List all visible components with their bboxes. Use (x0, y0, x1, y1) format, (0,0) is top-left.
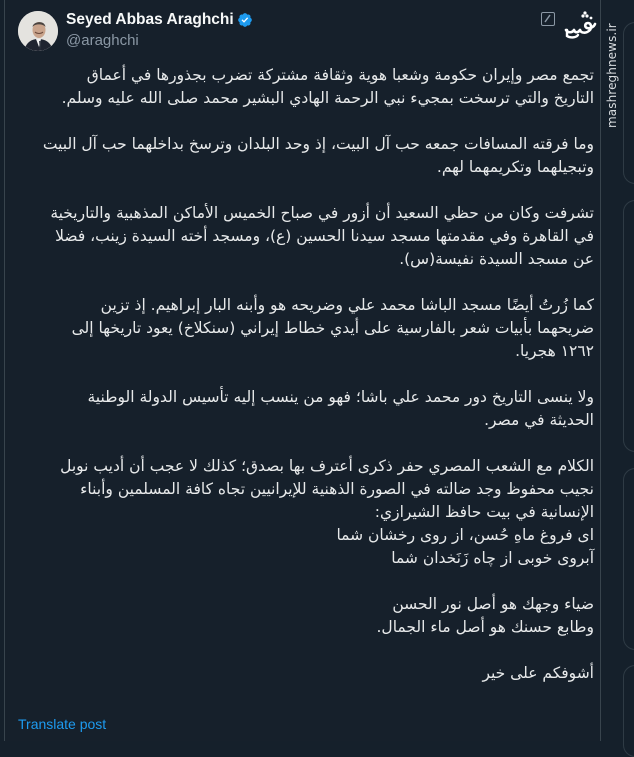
translate-post-link[interactable]: Translate post (18, 716, 107, 732)
tweet-line: ضياء وجهك هو أصل نور الحسن (392, 595, 594, 613)
tweet-paragraph-3 (18, 202, 594, 271)
poem-line: آبروی خوبی از چاه زَنَخدان شما (391, 549, 594, 567)
side-card-edge (623, 468, 634, 650)
tweet-line: الحديثة في مصر. (484, 411, 594, 429)
tweet-paragraph-7 (18, 593, 594, 639)
tweet-paragraph-2 (18, 133, 594, 179)
side-card-edge (623, 665, 634, 757)
tweet-line: وما فرقته المسافات جمعه حب آل البيت، إذ وحد البلدان وترسخ بداخلهما حب آل البيت (42, 135, 594, 153)
tweet-line: ولا ينسى التاريخ دور محمد علي باشا؛ فهو من ينسب إليه تأسيس الدولة الوطنية (87, 388, 594, 406)
tweet-paragraph-5 (18, 386, 594, 432)
avatar[interactable] (18, 11, 58, 51)
tweet-line: كما زُرتُ أيضًا مسجد الباشا محمد علي وضريحه هو وأبنه البار إبراهيم. إذ تزين (100, 296, 594, 314)
tweet-line: أشوفكم على خير (482, 664, 594, 682)
grok-icon[interactable] (541, 12, 555, 26)
tweet-line: نجيب محفوظ وجد ضالته في الصورة الذهنية للإيرانيين تجاه كافة المسلمين وأبناء (80, 480, 594, 498)
tweet-line: وطابع حسنك هو أصل ماء الجمال. (376, 618, 594, 636)
slash-icon (542, 13, 553, 24)
watermark-site: mashreghnews.ir (605, 23, 619, 128)
tweet-line: ضريحهما بأبيات شعر بالفارسية على أيدي خطاط إيراني (سنكلاخ) يعود تاريخها إلى (71, 319, 594, 337)
tweet-line: التاريخ والتي ترسخت بمجيء نبي الرحمة الهادي البشير محمد صلى الله عليه وسلم. (61, 89, 594, 107)
tweet-line: الكلام مع الشعب المصري حفر ذكرى أعترف بها بصدق؛ كذلك لا عجب أن أديب نوبل (60, 457, 594, 475)
tweet-paragraph-8 (18, 662, 594, 685)
tweet-line: ١٢٦٢ هجريا. (515, 342, 594, 360)
verified-badge-icon[interactable] (237, 12, 253, 28)
tweet-paragraph-1 (18, 64, 594, 110)
mashregh-logo-icon (562, 10, 598, 40)
side-card-edge (623, 22, 634, 184)
tweet-text (18, 64, 594, 708)
author-display-name[interactable]: Seyed Abbas Araghchi (66, 11, 234, 28)
author-handle[interactable]: @araghchi (66, 32, 139, 49)
tweet-line: وتبجيلهما وتكريمهما لهم. (436, 158, 594, 176)
poem-line: ای فروغ ماهِ حُسن، از روی رخشان شما (336, 526, 594, 544)
tweet-line: تجمع مصر وإيران حكومة وشعبا هوية وثقافة مشتركة تضرب بجذورها في أعماق (86, 66, 594, 84)
tweet-line: عن مسجد السيدة نفيسة(س). (399, 250, 594, 268)
tweet-paragraph-4 (18, 294, 594, 363)
tweet-line: تشرفت وكان من حظي السعيد أن أزور في صباح الخميس الأماكن المذهبية والتاريخية (50, 204, 594, 222)
author-name-row (66, 11, 253, 29)
tweet-line: في القاهرة وفي مقدمتها مسجد سيدنا الحسين (ع)، ومسجد أخته السيدة زينب، فضلا (55, 227, 594, 245)
tweet-paragraph-6 (18, 455, 594, 570)
side-card-edge (623, 200, 634, 452)
tweet-line: الإنسانية في بيت حافظ الشيرازي: (374, 503, 594, 521)
avatar-photo-icon (18, 11, 58, 51)
